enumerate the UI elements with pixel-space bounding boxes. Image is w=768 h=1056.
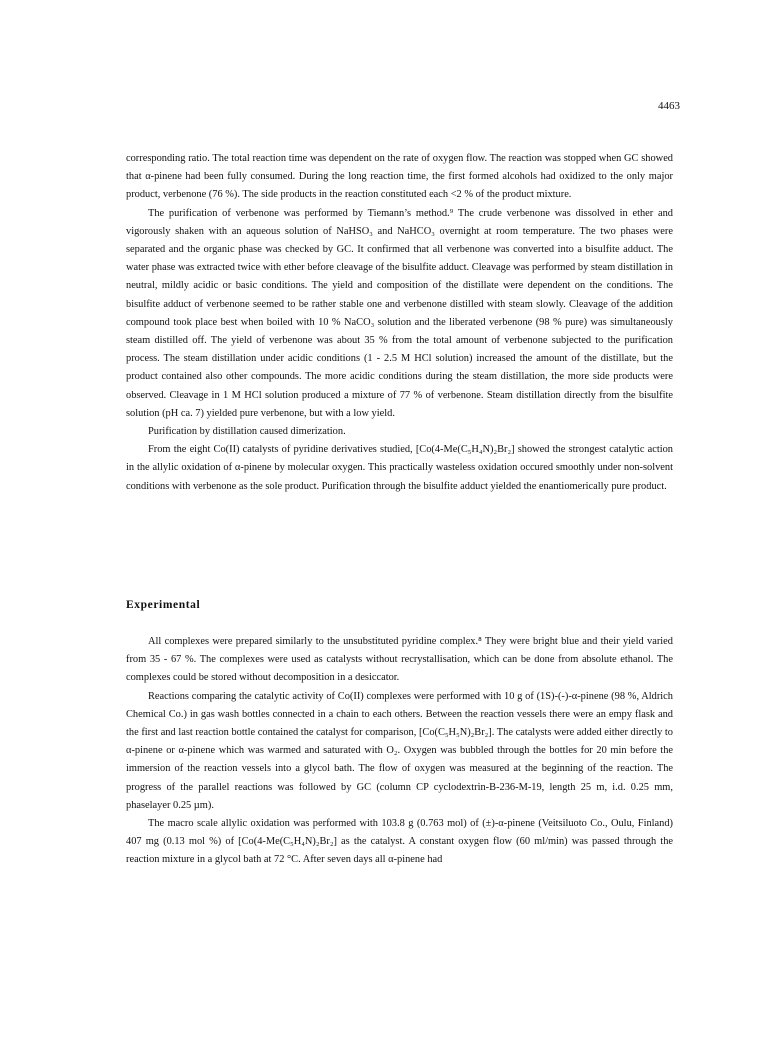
section-heading: Experimental (126, 599, 201, 611)
page-number: 4463 (658, 100, 680, 112)
paragraph: The macro scale allylic oxidation was performed with 103.8 g (0.763 mol) of (±)-α-pinene (Veitsiluoto Co., Oulu, Finland) 407 mg (0.13 mol %) of [Co(4-Me(C₅H₄N)₂Br₂] as the catalyst. A constant oxygen flow (60 ml/min) was passed through the reaction mixture in a glycol bath at 72 °C. After seven days all α-pinene had (126, 818, 673, 866)
paragraph: From the eight Co(II) catalysts of pyridine derivatives studied, [Co(4-Me(C₅H₄N)₂Br₂] showed the strongest catalytic action in the allylic oxidation of α-pinene by molecular oxygen. This practically wasteless oxidation occured smoothly under non-solvent conditions with verbenone as the sole product. Purification through the bisulfite adduct yielded the enantiomerically pure product. (126, 444, 673, 492)
experimental-text-block (126, 633, 673, 870)
paragraph: All complexes were prepared similarly to the unsubstituted pyridine complex.⁸ They were bright blue and their yield varied from 35 - 67 %. The complexes were used as catalysts without recrystallisation, which can be done from absolute ethanol. The complexes could be stored without decomposition in a desiccator. (126, 636, 673, 684)
paragraph: Purification by distillation caused dimerization. (148, 426, 346, 438)
results-text-block (126, 150, 673, 496)
paragraph: The purification of verbenone was performed by Tiemann’s method.⁹ The crude verbenone was dissolved in ether and vigorously shaken with an aqueous solution of NaHSO₃ and NaHCO₃ overnight at room temperature. The two phases were separated and the organic phase was checked by GC. It confirmed that all verbenone was converted into a bisulfite adduct. The water phase was extracted twice with ether before cleavage of the bisulfite adduct. Cleavage was performed by steam distillation in neutral, mildly acidic or basic conditions. The yield and composition of the distillate were dependent on the conditions. The bisulfite adduct of verbenone seemed to be rather stable one and verbenone distilled with steam slowly. Cleavage of the addition compound took place best when boiled with 10 % NaCO₃ solution and the liberated verbenone (98 % pure) was simultaneously steam distilled off. The yield of verbenone was about 35 % from the total amount of verbenone subjected to the purification process. The steam distillation under acidic conditions (1 - 2.5 M HCl solution) increased the amount of the distillate, but the product contained also other compounds. The more acidic conditions during the steam distillation, the more side products were observed. Cleavage in 1 M HCl solution produced a mixture of 77 % of verbenone. Steam distillation directly from the bisulfite solution (pH ca. 7) yielded pure verbenone, but with a low yield. (126, 207, 673, 419)
paragraph: corresponding ratio. The total reaction time was dependent on the rate of oxygen flow. The reaction was stopped when GC showed that α-pinene had been fully consumed. During the long reaction time, the first formed alcohols had oxidized to the only major product, verbenone (76 %). The side products in the reaction constituted each <2 % of the product mixture. (126, 153, 673, 201)
paragraph: Reactions comparing the catalytic activity of Co(II) complexes were performed with 10 g of (1S)-(-)-α-pinene (98 %, Aldrich Chemical Co.) in gas wash bottles connected in a chain to each others. Between the reaction vessels there were an empy flask and the first and last reaction bottle contained the catalyst for comparison, [Co(C₅H₅N)₂Br₂]. The catalysts were added either directly to α-pinene or α-pinene which was warmed and saturated with O₂. Oxygen was bubbled through the bottles for 20 min before the immersion of the reaction vessels into a glycol bath. The flow of oxygen was measured at the beginning of the reaction. The progress of the parallel reactions was followed by GC (column CP cyclodextrin-B-236-M-19, length 25 m, i.d. 0.25 mm, phaselayer 0.25 µm). (126, 690, 673, 811)
